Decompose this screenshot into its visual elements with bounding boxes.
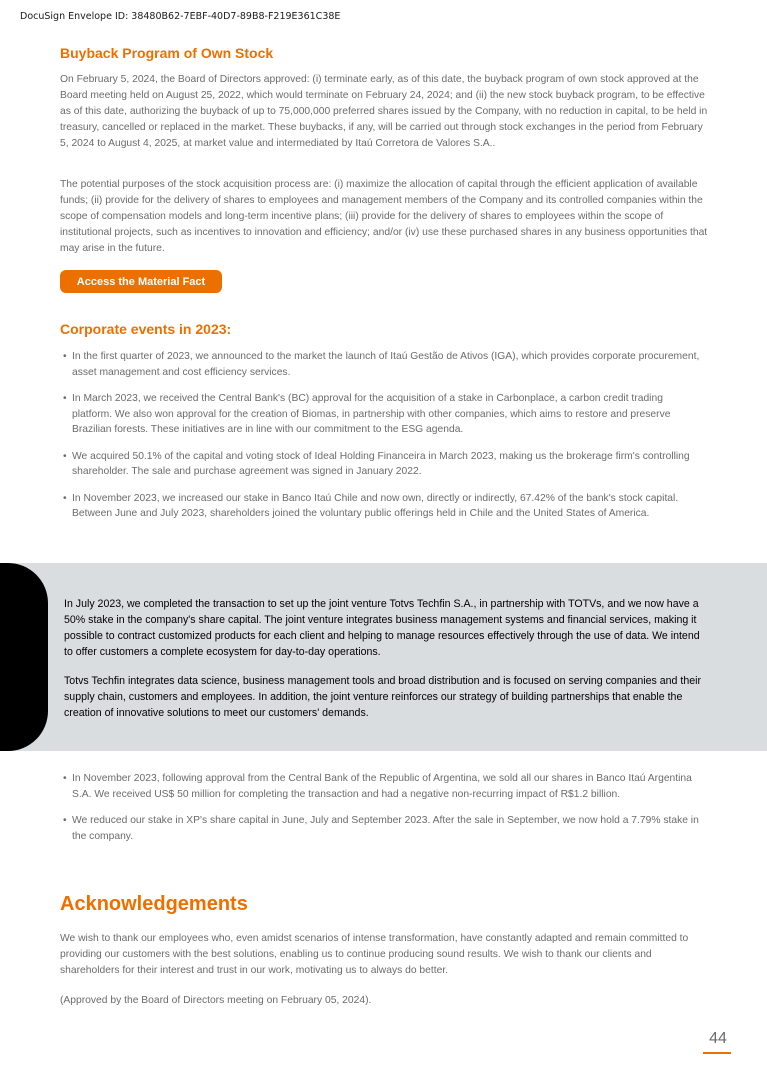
list-item-text: In March 2023, we received the Central Bank's (BC) approval for the acquisition of a stake in Carbonplace, a carbon credit trading platform. We also won approval for the creation of Biomas, in partnership with other companies, which aims to restore and preserve Brazilian forests. These initiatives are in line with our commitment to the ESG agenda. — [72, 393, 671, 435]
page-number-underline — [703, 1052, 731, 1054]
approval-note: (Approved by the Board of Directors meeting on February 05, 2024). — [60, 995, 372, 1006]
docusign-envelope-id: DocuSign Envelope ID: 38480B62-7EBF-40D7-89B8-F219E361C38E — [20, 11, 341, 22]
list-item-text: We reduced our stake in XP's share capital in June, July and September 2023. After the sale in September, we now hold a 7.79% stake in the company. — [72, 815, 699, 842]
corporate-events-list — [62, 349, 702, 533]
list-item — [62, 449, 702, 480]
list-item-text: In November 2023, we increased our stake in Banco Itaú Chile and now own, directly or indirectly, 67.42% of the bank's stock capital. Between June and July 2023, shareholders joined the voluntary public offerings held in Chile and the United States of America. — [72, 492, 679, 519]
acknowledgements-paragraph: We wish to thank our employees who, even amidst scenarios of intense transformation, have constantly adapted and remain committed to providing our customers with the best solutions, enabling us to continue producing sound results. We wish to thank our clients and shareholders for their interest and trust in our work, motivating us to always do better. — [60, 933, 689, 976]
list-item — [62, 349, 702, 380]
bullet-icon: • — [63, 492, 67, 504]
bullet-icon: • — [63, 393, 67, 404]
list-item-text: In November 2023, following approval from the Central Bank of the Republic of Argentina, we sold all our shares in Banco Itaú Argentina S.A. We received US$ 50 million for completing the transaction and had a negative non-recurring impact of R$1.2 billion. — [72, 773, 692, 800]
list-item-text: In the first quarter of 2023, we announced to the market the launch of Itaú Gestão de Ativos (IGA), which provides corporate procurement, asset management and cost efficiency services. — [72, 351, 700, 378]
corporate-events-title: Corporate events in 2023: — [60, 321, 232, 337]
acknowledgements-title: Acknowledgements — [60, 893, 248, 915]
buyback-paragraph-1: On February 5, 2024, the Board of Directors approved: (i) terminate early, as of this date, the buyback program of own stock approved at the Board meeting held on August 25, 2022, which would terminate on February 24, 2024; and (ii) the new stock buyback program, to be effective as of this date, authorizing the buyback of up to 75,000,000 preferred shares issued by the Company, with no reduction in capital, to be held in treasury, cancelled or replaced in the market. These buybacks, if any, will be carried out through stock exchanges in the period from February 5, 2024 to August 4, 2025, at market value and intermediated by Itaú Corretora de Valores S.A.. — [60, 74, 708, 149]
bullet-icon: • — [63, 815, 67, 826]
totvs-techfin-paragraph-1: In July 2023, we completed the transaction to set up the joint venture Totvs Techfin S.A., in partnership with TOTVs, and we now have a 50% stake in the company's share capital. The joint venture integrates business management systems and financial services, making it possible to contract customized products for each client and helping to manage resources effectively through the use of data. We intend to offer customers a complete ecosystem for day-to-day operations. — [64, 598, 700, 658]
list-item — [62, 771, 702, 802]
list-item — [62, 391, 702, 438]
bullet-icon: • — [63, 450, 67, 462]
page-number: 44 — [709, 1030, 727, 1047]
bullet-icon: • — [63, 773, 67, 784]
totvs-techfin-paragraph-2: Totvs Techfin integrates data science, business management tools and broad distribution and is focused on serving companies and their supply chain, customers and employees. In addition, the joint venture reinforces our strategy of building partnerships that enable the creation of innovative solutions to meet our customers' demands. — [64, 675, 701, 719]
access-material-fact-button[interactable]: Access the Material Fact — [60, 270, 222, 293]
more-events-list — [62, 771, 702, 855]
buyback-section-title: Buyback Program of Own Stock — [60, 45, 274, 61]
decorative-side-tab — [0, 563, 48, 751]
list-item — [62, 813, 702, 844]
list-item-text: We acquired 50.1% of the capital and voting stock of Ideal Holding Financeira in March 2023, making us the brokerage firm's controlling shareholder. The sale and purchase agreement was signed in January 2022. — [72, 450, 690, 477]
buyback-paragraph-2: The potential purposes of the stock acquisition process are: (i) maximize the allocation of capital through the efficient application of available funds; (ii) provide for the delivery of shares to employees and management members of the Company and its controlled companies within the scope of compensation models and long-term incentive plans; (iii) provide for the delivery of shares to employees within the scope of institutional projects, such as incentives to innovation and efficiency; and/or (iv) use these purchased shares in any business opportunities that may arise in the future. — [60, 179, 708, 254]
list-item — [62, 491, 702, 522]
bullet-icon: • — [63, 351, 67, 362]
